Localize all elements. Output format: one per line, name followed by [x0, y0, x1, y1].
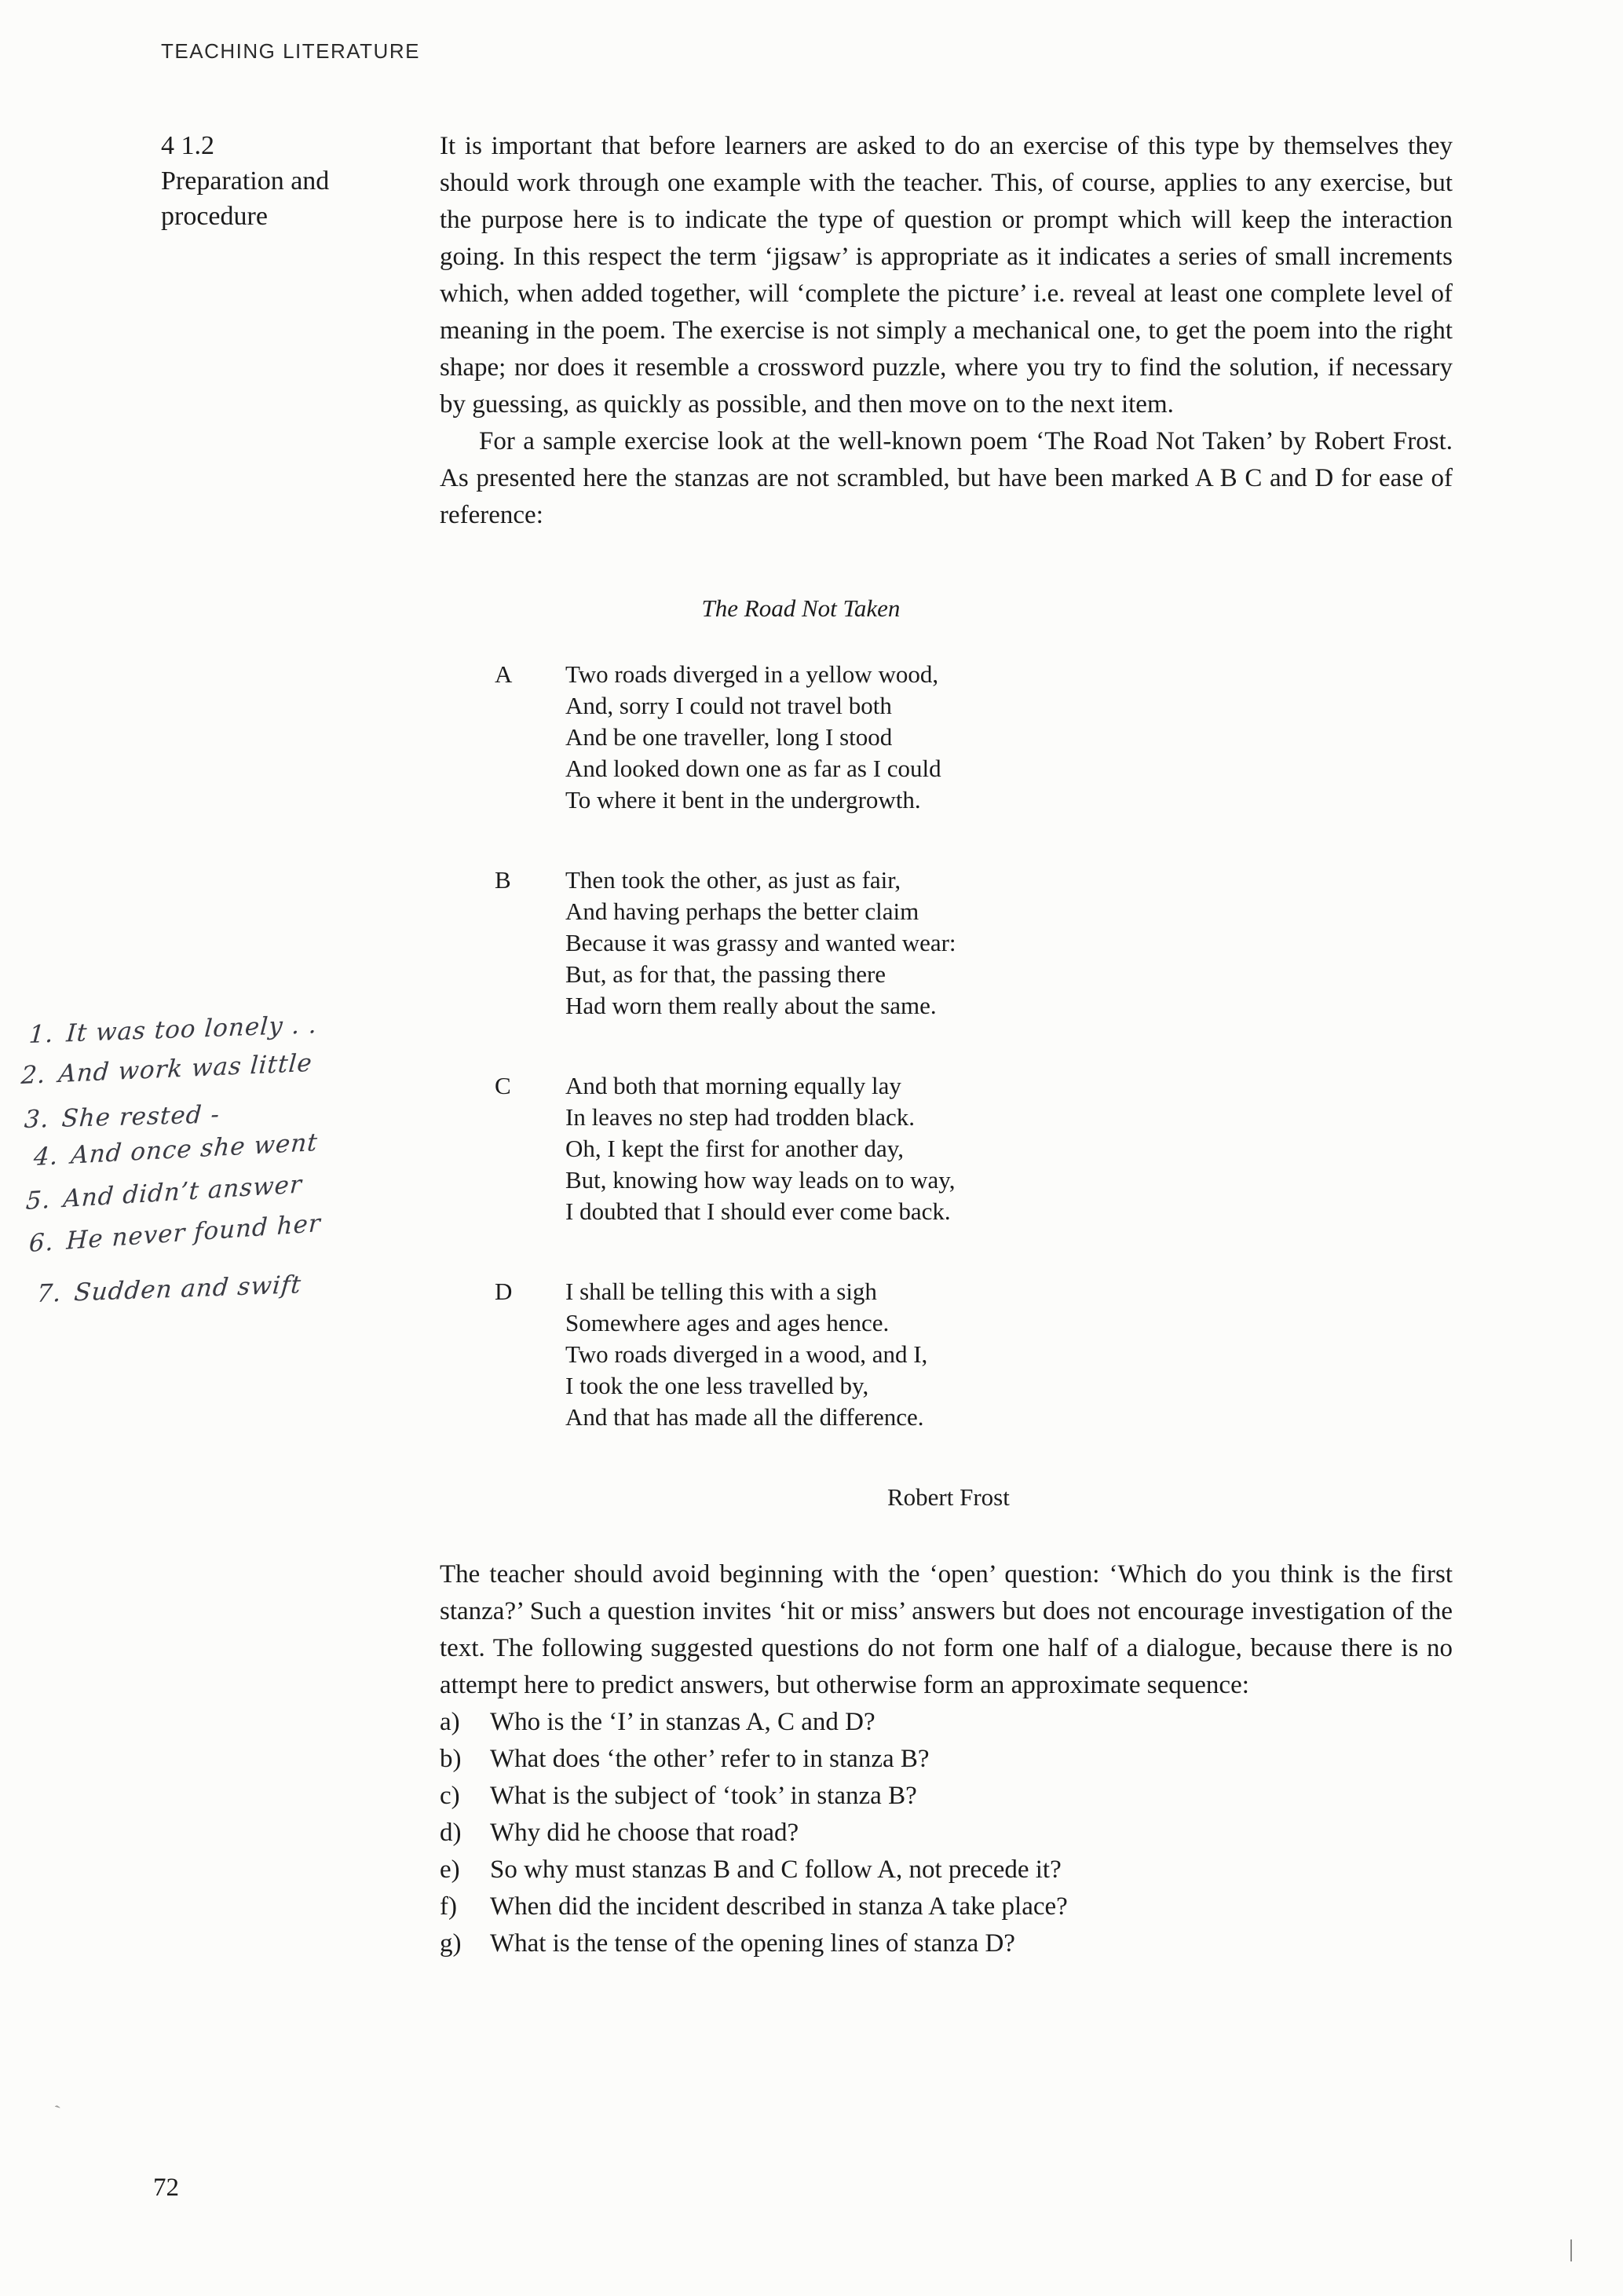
question-item — [440, 1925, 1453, 1962]
question-label: g) — [440, 1929, 462, 1958]
question-item — [440, 1741, 1453, 1778]
poem-line: But, as for that, the passing there — [565, 960, 886, 988]
poem-line: And looked down one as far as I could — [565, 755, 941, 782]
note-text: It was too lonely . . — [65, 1011, 319, 1048]
poem-title: The Road Not Taken — [701, 594, 901, 622]
stanza-lines — [565, 1276, 1453, 1433]
question-text: What does ‘the other’ refer to in stanza B? — [490, 1745, 930, 1773]
question-list — [440, 1704, 1453, 1962]
poem-line: And having perhaps the better claim — [565, 898, 919, 925]
question-text: Why did he choose that road? — [490, 1819, 799, 1847]
question-item — [440, 1704, 1453, 1741]
poem-line: Had worn them really about the same. — [565, 992, 937, 1019]
poem-line: I shall be telling this with a sigh — [565, 1278, 877, 1305]
note-number: 7. — [35, 1278, 64, 1309]
poem-line: To where it bent in the undergrowth. — [565, 786, 921, 813]
section-title-line1: Preparation and — [161, 166, 330, 196]
poem-line: Oh, I kept the first for another day, — [565, 1135, 904, 1162]
question-label: b) — [440, 1745, 462, 1773]
poem-line: Two roads diverged in a yellow wood, — [565, 660, 939, 688]
question-label: c) — [440, 1782, 460, 1810]
handwritten-note — [32, 1128, 319, 1172]
question-text: What is the tense of the opening lines of stanza D? — [490, 1929, 1015, 1958]
question-text: When did the incident described in stanza A take place? — [490, 1892, 1068, 1921]
poem-line: And, sorry I could not travel both — [565, 692, 892, 719]
stanza-b — [495, 865, 1453, 1022]
question-text: Who is the ‘I’ in stanzas A, C and D? — [490, 1708, 875, 1736]
poem-line: And both that morning equally lay — [565, 1072, 901, 1099]
note-text: And didn’t answer — [62, 1170, 303, 1214]
poem-line: I doubted that I should ever come back. — [565, 1197, 951, 1225]
note-text: Sudden and swift — [72, 1270, 303, 1307]
poem-line: Because it was grassy and wanted wear: — [565, 929, 956, 956]
poem-author: Robert Frost — [887, 1483, 1010, 1511]
handwritten-note — [25, 1170, 303, 1216]
question-item — [440, 1888, 1453, 1925]
poem-line: Then took the other, as just as fair, — [565, 866, 901, 894]
question-label: f) — [440, 1892, 457, 1921]
page-number: 72 — [153, 2174, 179, 2202]
note-number: 5. — [24, 1185, 52, 1216]
paragraph-teacher-advice: The teacher should avoid beginning with the ‘open’ question: ‘Which do you think is the first stanza?’ Such a question invites ‘hit or miss’ answers but does not encourage investigation of the text. The following suggested questions do not form one half of a dialogue, because there is no attempt here to predict answers, but otherwise form an approximate sequence: — [440, 1560, 1453, 1699]
section-title-line2: procedure — [161, 202, 268, 231]
stanza-c — [495, 1070, 1453, 1227]
poem-line: Somewhere ages and ages hence. — [565, 1309, 890, 1336]
note-text: She rested - — [60, 1100, 221, 1133]
running-header: TEACHING LITERATURE — [161, 39, 420, 63]
question-label: d) — [440, 1819, 462, 1847]
poem — [440, 593, 1453, 1513]
question-text: So why must stanzas B and C follow A, not precede it? — [490, 1855, 1062, 1884]
question-item — [440, 1852, 1453, 1888]
question-item — [440, 1778, 1453, 1815]
handwritten-note — [35, 1270, 302, 1308]
note-text: And once she went — [69, 1128, 320, 1170]
note-number: 4. — [32, 1142, 60, 1172]
question-item — [440, 1815, 1453, 1852]
main-text-column — [440, 128, 1453, 1962]
stanza-label: A — [495, 660, 513, 688]
note-text: He never found her — [65, 1208, 322, 1256]
scan-artifact-mark: ` — [52, 2100, 68, 2126]
poem-line: In leaves no step had trodden black. — [565, 1103, 916, 1131]
stanza-a — [495, 659, 1453, 816]
handwritten-margin-notes — [20, 1011, 444, 1344]
poem-line: Two roads diverged in a wood, and I, — [565, 1340, 928, 1368]
stanza-d — [495, 1276, 1453, 1433]
stanza-label: C — [495, 1072, 511, 1099]
stanza-lines — [565, 1070, 1453, 1227]
stanza-label: D — [495, 1278, 513, 1305]
stanza-lines — [565, 865, 1453, 1022]
stanza-label: B — [495, 866, 511, 894]
handwritten-note — [24, 1100, 221, 1134]
question-label: e) — [440, 1855, 460, 1884]
section-number: 4 1.2 — [161, 131, 214, 160]
poem-line: I took the one less travelled by, — [565, 1372, 869, 1399]
paragraph-sample-exercise: For a sample exercise look at the well-known poem ‘The Road Not Taken’ by Robert Frost. As presented here the stanzas are not scrambled, but have been marked A B C and D for ease of reference: — [440, 427, 1453, 529]
poem-line: And be one traveller, long I stood — [565, 723, 893, 751]
note-number: 6. — [28, 1227, 55, 1259]
scan-artifact-tick — [1570, 2239, 1572, 2261]
handwritten-note — [28, 1011, 319, 1049]
section-label — [161, 128, 412, 234]
note-number: 1. — [27, 1019, 55, 1050]
question-text: What is the subject of ‘took’ in stanza B? — [490, 1782, 917, 1810]
handwritten-note — [28, 1209, 321, 1258]
question-label: a) — [440, 1708, 460, 1736]
note-number: 3. — [23, 1105, 50, 1135]
poem-line: But, knowing how way leads on to way, — [565, 1166, 956, 1194]
paragraph-intro: It is important that before learners are asked to do an exercise of this type by themselves they should work through one example with the teacher. This, of course, applies to any exercise, but the purpose here is to indicate the type of question or prompt which will keep the interaction going. In this respect the term ‘jigsaw’ is appropriate as it indicates a series of small increments which, when added together, will ‘complete the picture’ i.e. reveal at least one complete level of meaning in the poem. The exercise is not simply a mechanical one, to get the poem into the right shape; nor does it resemble a crossword puzzle, where you try to find the solution, if necessary by guessing, as quickly as possible, and then move on to the next item. — [440, 132, 1453, 419]
note-number: 2. — [20, 1060, 47, 1091]
poem-line: And that has made all the difference. — [565, 1403, 924, 1431]
handwritten-note — [20, 1049, 314, 1090]
stanza-lines — [565, 659, 1453, 816]
note-text: And work was little — [57, 1048, 314, 1089]
